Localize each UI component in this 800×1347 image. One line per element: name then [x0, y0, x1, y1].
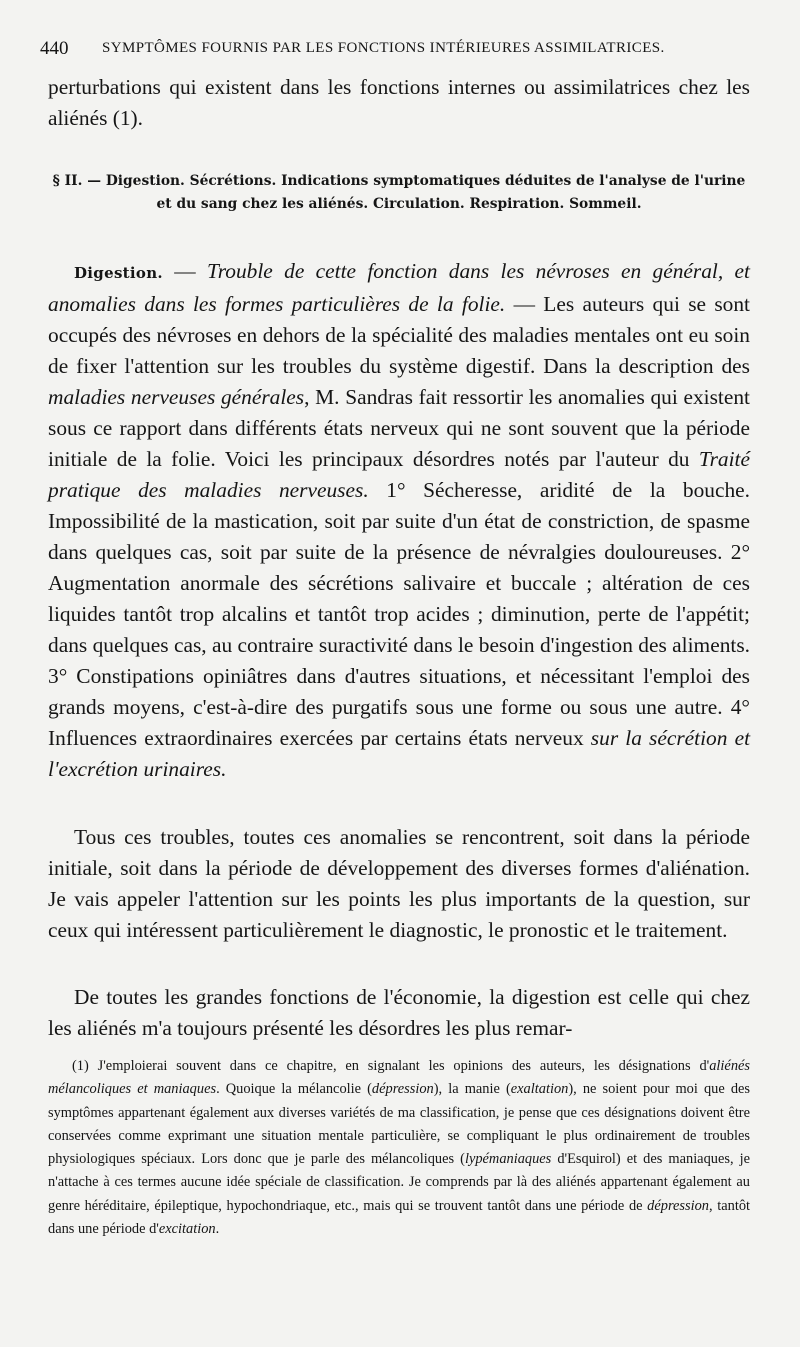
italic-phrase: sur la sécrétion et l'excrétion urinaires.	[48, 726, 751, 781]
footnote-italic: lypémaniaques	[464, 1151, 552, 1168]
body-text: — Les auteurs qui se sont occupés des névroses en dehors de la spécialité des maladies mentales ont eu soin de fixer l'attention sur les troubles du système digestif. Dans la description des	[48, 292, 750, 378]
footnote-text: .	[215, 1221, 220, 1238]
section-heading	[48, 170, 750, 216]
dash: —	[162, 259, 208, 283]
italic-phrase: Traité pratique des maladies nerveuses.	[48, 447, 750, 502]
intro-paragraph	[48, 72, 750, 134]
paragraph-fonctions	[48, 982, 750, 1044]
footnote-italic: exaltation	[510, 1081, 569, 1098]
section-mark: § II. —	[52, 173, 101, 189]
footnote-text: . Quoique la mélancolie (	[216, 1081, 372, 1098]
footnote-text: (1) J'emploierai souvent dans ce chapitre, en signalant les opinions des auteurs, les désignations d'	[72, 1058, 710, 1074]
body-text: 1° Sécheresse, aridité de la bouche. Impossibilité de la mastication, soit par suite d'un état de constriction, de spasme dans quelques cas, soit par suite de la présence de névralgies douloureuses. 2° Augmentation anormale des sécrétions salivaire et buccale ; altération de ces liquides tantôt trop alcalins et tantôt trop acides ; diminution, perte de l'appétit; dans quelques cas, au contraire suractivité dans le besoin d'ingestion des aliments. 3° Constipations opiniâtres dans d'autres situations, et nécessitant l'emploi des grands moyens, c'est-à-dire des purgatifs sous une forme ou sous une autre. 4° Influences extraordinaires exercées par certains états nerveux	[48, 478, 750, 750]
footnote	[48, 1055, 750, 1241]
running-head: SYMPTÔMES FOURNIS PAR LES FONCTIONS INTÉRIEURES ASSIMILATRICES.	[102, 40, 665, 56]
page-number: 440	[40, 38, 69, 59]
body-text: Tous ces troubles, toutes ces anomalies se rencontrent, soit dans la période initiale, soit dans la période de développement des diverses formes d'aliénation. Je vais appeler l'attention sur les points les plus importants de la question, sur ceux qui intéressent particulièrement le diagnostic, le pronostic et le traitement.	[48, 825, 750, 942]
footnote-italic: aliénés mélancoliques et maniaques	[48, 1058, 750, 1098]
body-text: , M. Sandras fait ressortir les anomalies qui existent sous ce rapport dans différents états nerveux qui ne sont souvent que la période initiale de la folie. Voici les principaux désordres notés par l'auteur du	[48, 385, 751, 471]
footnote-text: d'Esquirol) et des maniaques, je n'attache à ces termes aucune idée spéciale de classification. Je comprends par là des aliénés appartenant également au genre héréditaire, épileptique, hypochondriaque, etc., mais qui se trouvent tantôt dans une période de	[48, 1151, 750, 1214]
footnote-text: ), ne soient pour moi que des symptômes appartenant également aux diverses variétés de ma classification, je pense que ces désignations doivent être conservées comme exprimant une situation mentale particulière, se compliquant le plus ordinairement de troubles physiologiques spéciaux. Lors donc que je parle des mélancoliques (	[48, 1081, 750, 1168]
italic-phrase: Trouble de cette fonction dans les névroses en général, et anomalies dans les formes particulières de la folie.	[48, 259, 750, 316]
section-title: Digestion. Sécrétions. Indications symptomatiques déduites de l'analyse de l'urine et du sang chez les aliénés. Circulation. Respiration. Sommeil.	[105, 173, 746, 212]
footnote-italic: dépression	[371, 1081, 434, 1098]
footnote-text: ), la manie (	[433, 1081, 511, 1098]
paragraph-digestion	[48, 256, 750, 785]
body-text: De toutes les grandes fonctions de l'économie, la digestion est celle qui chez les aliénés m'a toujours présenté les désordres les plus remar-	[48, 985, 750, 1040]
page-header	[40, 38, 760, 62]
paragraph-troubles	[48, 822, 750, 946]
footnote-italic: excitation	[158, 1221, 216, 1238]
footnote-italic: dépression	[647, 1197, 709, 1214]
lead-term: Digestion.	[74, 264, 163, 282]
intro-text: perturbations qui existent dans les fonctions internes ou assimilatrices chez les aliénés (1).	[48, 75, 750, 130]
italic-phrase: maladies nerveuses générales	[48, 385, 305, 409]
footnote-text: , tantôt dans une période d'	[48, 1197, 751, 1238]
